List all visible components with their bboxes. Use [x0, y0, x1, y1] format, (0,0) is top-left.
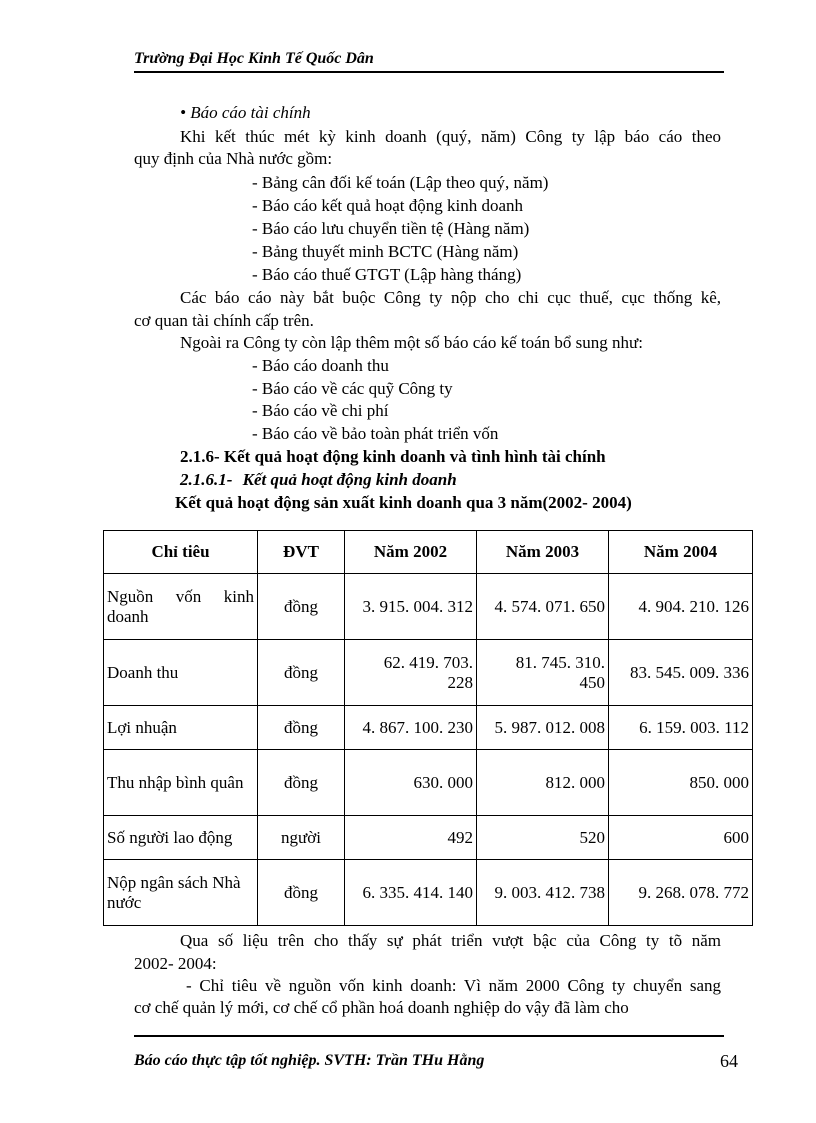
business-results-table: [103, 530, 753, 926]
row-label: Doanh thu: [104, 640, 258, 706]
table-row: [104, 574, 753, 640]
subsection-heading-2-1-6-1: [180, 469, 457, 491]
row-value-2004: 6. 159. 003. 112: [609, 706, 753, 750]
header-year-2002: Năm 2002: [345, 531, 477, 574]
row-value-2004: 850. 000: [609, 750, 753, 816]
report-item-1: - Bảng cân đối kế toán (Lập theo quý, năm): [252, 173, 549, 192]
running-footer: Báo cáo thực tập tốt nghiệp. SVTH: Trần THu Hằng: [134, 1052, 485, 1069]
page-number: 64: [720, 1051, 738, 1071]
mandatory-line-2: cơ quan tài chính cấp trên.: [134, 311, 314, 330]
analysis-line-1: Qua số liệu trên cho thấy sự phát triển vượt bậc của Công ty tõ năm: [180, 931, 721, 950]
bullet-icon: •: [180, 103, 186, 122]
row-value-2004: 600: [609, 816, 753, 860]
row-value-2003: 5. 987. 012. 008: [477, 706, 609, 750]
table-row: [104, 816, 753, 860]
row-unit: đồng: [258, 706, 345, 750]
row-value-2002: 630. 000: [345, 750, 477, 816]
report-item-5: - Báo cáo thuế GTGT (Lập hàng tháng): [252, 265, 522, 284]
report-item-4: - Bảng thuyết minh BCTC (Hàng năm): [252, 242, 519, 261]
table-row: [104, 750, 753, 816]
row-unit: đồng: [258, 860, 345, 926]
row-unit: đồng: [258, 574, 345, 640]
analysis-line-2: 2002- 2004:: [134, 954, 217, 973]
extra-report-item-4: - Báo cáo về bảo toàn phát triển vốn: [252, 424, 499, 443]
subsection-number: 2.1.6.1-: [180, 470, 233, 489]
bullet-heading: [180, 102, 311, 124]
extra-reports-intro: Ngoài ra Công ty còn lập thêm một số báo cáo kế toán bổ sung như:: [180, 333, 643, 352]
row-label: Số người lao động: [104, 816, 258, 860]
row-label: Nguồn vốn kinh doanh: [104, 574, 258, 640]
row-value-2004: 9. 268. 078. 772: [609, 860, 753, 926]
row-label: Lợi nhuận: [104, 706, 258, 750]
mandatory-line-1: Các báo cáo này bắt buộc Công ty nộp cho chi cục thuế, cục thống kê,: [180, 288, 721, 307]
header-indicator: Chỉ tiêu: [104, 531, 258, 574]
subsection-title: Kết quả hoạt động kinh doanh: [242, 470, 457, 489]
table-row: [104, 860, 753, 926]
header-year-2004: Năm 2004: [609, 531, 753, 574]
section-heading-2-1-6: 2.1.6- Kết quả hoạt động kinh doanh và tình hình tài chính: [180, 447, 606, 466]
row-value-2003: 520: [477, 816, 609, 860]
row-value-2004: 83. 545. 009. 336: [609, 640, 753, 706]
row-value-2003: 81. 745. 310. 450: [477, 640, 609, 706]
analysis-line-4: cơ chế quản lý mới, cơ chế cổ phần hoá doanh nghiệp do vậy đã làm cho: [134, 998, 629, 1017]
row-value-2002: 492: [345, 816, 477, 860]
header-year-2003: Năm 2003: [477, 531, 609, 574]
header-rule: [134, 71, 724, 73]
row-value-2003: 4. 574. 071. 650: [477, 574, 609, 640]
row-value-2003: 812. 000: [477, 750, 609, 816]
footer-rule: [134, 1035, 724, 1037]
intro-line-2: quy định của Nhà nước gồm:: [134, 149, 333, 168]
table-row: [104, 706, 753, 750]
table-caption: Kết quả hoạt động sản xuất kinh doanh qua 3 năm(2002- 2004): [175, 493, 632, 512]
row-unit: người: [258, 816, 345, 860]
row-label: Nộp ngân sách Nhà nước: [104, 860, 258, 926]
running-header: Trường Đại Học Kinh Tế Quốc Dân: [134, 50, 374, 67]
row-value-2002: 3. 915. 004. 312: [345, 574, 477, 640]
row-value-2002: 62. 419. 703. 228: [345, 640, 477, 706]
row-unit: đồng: [258, 750, 345, 816]
row-label: Thu nhập bình quân: [104, 750, 258, 816]
bullet-heading-text: Báo cáo tài chính: [190, 103, 311, 122]
analysis-line-3: - Chỉ tiêu về nguồn vốn kinh doanh: Vì năm 2000 Công ty chuyển sang: [186, 976, 721, 995]
row-value-2004: 4. 904. 210. 126: [609, 574, 753, 640]
table-header-row: [104, 531, 753, 574]
report-item-2: - Báo cáo kết quả hoạt động kinh doanh: [252, 196, 523, 215]
intro-line-1: Khi kết thúc mét kỳ kinh doanh (quý, năm) Công ty lập báo cáo theo: [180, 127, 721, 146]
report-item-3: - Báo cáo lưu chuyển tiền tệ (Hàng năm): [252, 219, 530, 238]
row-value-2002: 6. 335. 414. 140: [345, 860, 477, 926]
row-unit: đồng: [258, 640, 345, 706]
extra-report-item-2: - Báo cáo về các quỹ Công ty: [252, 379, 453, 398]
row-value-2002: 4. 867. 100. 230: [345, 706, 477, 750]
extra-report-item-3: - Báo cáo về chi phí: [252, 401, 389, 420]
extra-report-item-1: - Báo cáo doanh thu: [252, 356, 389, 375]
header-unit: ĐVT: [258, 531, 345, 574]
row-value-2003: 9. 003. 412. 738: [477, 860, 609, 926]
table-row: [104, 640, 753, 706]
